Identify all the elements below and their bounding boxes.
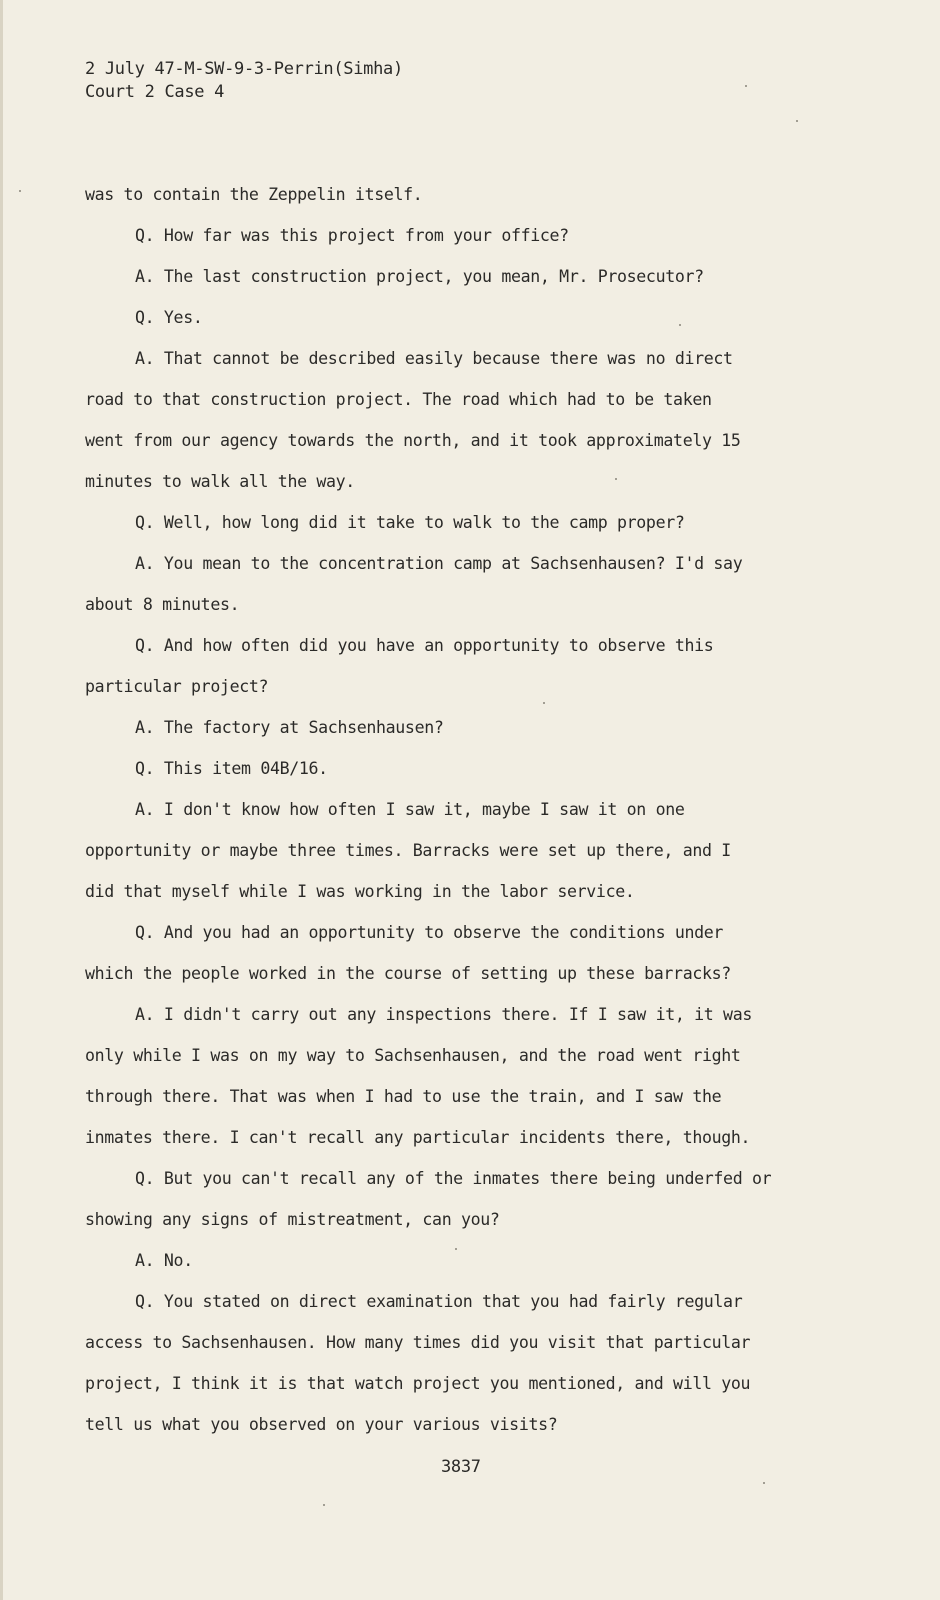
transcript-line: went from our agency towards the north, and it took approximately 15 [85,431,741,450]
transcript-line: was to contain the Zeppelin itself. [85,185,423,204]
document-header [85,58,403,104]
paper-speck [745,85,747,87]
transcript-line: Q. Yes. [135,308,203,327]
paper-speck [615,478,617,480]
paper-speck [323,1504,325,1506]
transcript-line: through there. That was when I had to use the train, and I saw the [85,1087,722,1106]
paper-speck [796,120,798,122]
paper-speck [679,324,681,326]
transcript-line: A. The factory at Sachsenhausen? [135,718,444,737]
transcript-line: minutes to walk all the way. [85,472,355,491]
paper-speck [543,702,545,704]
header-court-line: Court 2 Case 4 [85,82,225,102]
transcript-line: project, I think it is that watch project you mentioned, and will you [85,1374,751,1393]
transcript-line: Q. And you had an opportunity to observe the conditions under [135,923,724,942]
transcript-line: road to that construction project. The road which had to be taken [85,390,712,409]
transcript-line: about 8 minutes. [85,595,240,614]
transcript-line: A. The last construction project, you mean, Mr. Prosecutor? [135,267,704,286]
transcript-line: Q. But you can't recall any of the inmates there being underfed or [135,1169,772,1188]
transcript-line: inmates there. I can't recall any particular incidents there, though. [85,1128,751,1147]
paper-speck [19,190,21,192]
transcript-line: A. No. [135,1251,193,1270]
transcript-line: showing any signs of mistreatment, can you? [85,1210,500,1229]
transcript-line: particular project? [85,677,269,696]
page-number: 3837 [441,1457,481,1477]
transcript-line: Q. And how often did you have an opportunity to observe this [135,636,714,655]
transcript-line: tell us what you observed on your various visits? [85,1415,558,1434]
transcript-line: Q. How far was this project from your office? [135,226,569,245]
transcript-line: A. You mean to the concentration camp at Sachsenhausen? I'd say [135,554,743,573]
transcript-line: Q. Well, how long did it take to walk to the camp proper? [135,513,685,532]
transcript-line: A. I don't know how often I saw it, maybe I saw it on one [135,800,685,819]
transcript-line: access to Sachsenhausen. How many times did you visit that particular [85,1333,751,1352]
transcript-line: A. I didn't carry out any inspections there. If I saw it, it was [135,1005,752,1024]
paper-speck [455,1248,457,1250]
transcript-line: A. That cannot be described easily because there was no direct [135,349,733,368]
transcript-line: Q. This item 04B/16. [135,759,328,778]
transcript-line: only while I was on my way to Sachsenhausen, and the road went right [85,1046,741,1065]
transcript-line: opportunity or maybe three times. Barracks were set up there, and I [85,841,731,860]
header-date-line: 2 July 47-M-SW-9-3-Perrin(Simha) [85,59,403,79]
transcript-body [85,174,885,1445]
transcript-line: which the people worked in the course of setting up these barracks? [85,964,731,983]
transcript-line: Q. You stated on direct examination that you had fairly regular [135,1292,743,1311]
paper-speck [763,1482,765,1484]
transcript-line: did that myself while I was working in the labor service. [85,882,635,901]
